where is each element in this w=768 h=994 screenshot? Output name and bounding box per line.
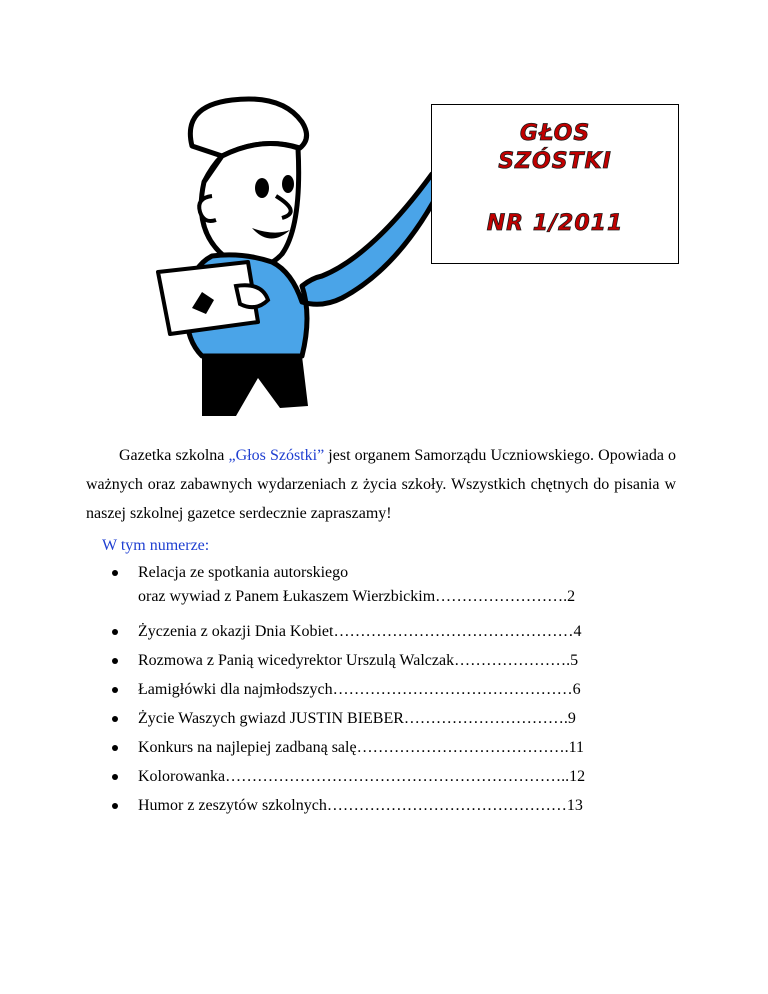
intro-quoted-name: „Głos Szóstki”: [228, 447, 325, 464]
toc-item-label: Życie Waszych gwiazd JUSTIN BIEBER………………………….9: [138, 710, 576, 727]
intro-part1: Gazetka szkolna: [119, 447, 229, 464]
intro-part2: jest organem Samorządu Uczniowskiego. Opowiada o ważnych oraz zabawnych wydarzeniach z życia szkoły. Wszystkich chętnych do pisania w naszej szkolnej gazetce serdecznie zapraszamy!: [86, 447, 677, 522]
bullet-icon: [112, 658, 118, 664]
cartoon-boy-pointing-icon: [152, 86, 452, 426]
toc-item-label: Humor z zeszytów szkolnych………………………………………13: [138, 797, 583, 814]
bullet-icon: [112, 570, 118, 576]
bullet-icon: [112, 803, 118, 809]
masthead-title-line1: GŁOS: [519, 121, 591, 146]
toc-item-label: Łamigłówki dla najmłodszych………………………………………6: [138, 681, 581, 698]
bullet-icon: [112, 745, 118, 751]
bullet-icon: [112, 687, 118, 693]
bullet-icon: [112, 774, 118, 780]
toc-item-label: Życzenia z okazji Dnia Kobiet………………………………………4: [138, 623, 582, 640]
bullet-icon: [112, 716, 118, 722]
intro-paragraph: [86, 441, 676, 528]
toc-item-label: Rozmowa z Panią wicedyrektor Urszulą Walczak………………….5: [138, 652, 579, 669]
masthead-box: [431, 104, 679, 264]
toc-item-label-continued: oraz wywiad z Panem Łukaszem Wierzbickim…………………….2: [138, 588, 576, 605]
masthead-title-line2: SZÓSTKI: [498, 149, 612, 174]
toc-item-label: Konkurs na najlepiej zadbaną salę………………………………….11: [138, 739, 584, 756]
toc-heading: W tym numerze:: [102, 537, 210, 554]
masthead-issue: NR 1/2011: [486, 211, 624, 236]
toc-item-label: Kolorowanka………………………………………………………..12: [138, 768, 586, 785]
bullet-icon: [112, 629, 118, 635]
toc-item-label: Relacja ze spotkania autorskiego: [138, 564, 349, 581]
